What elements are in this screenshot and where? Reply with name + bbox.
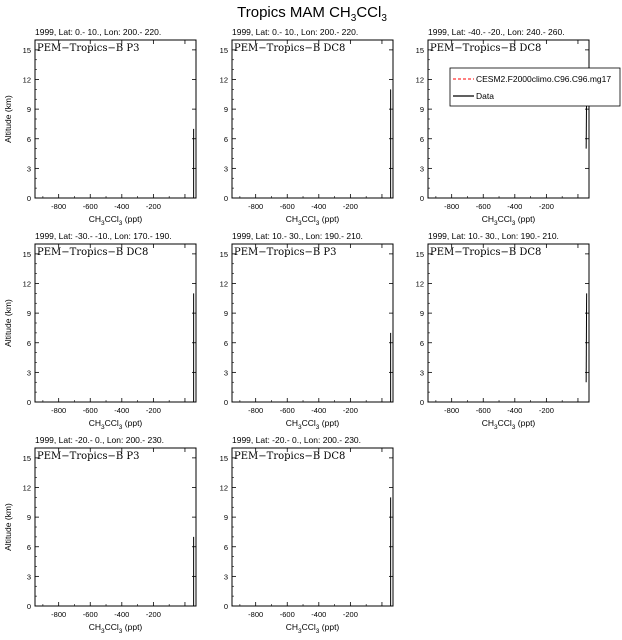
x-tick-label: -600: [475, 202, 491, 211]
y-tick-label: 6: [419, 338, 424, 348]
plot-frame: [428, 40, 589, 198]
x-tick-label: -400: [507, 202, 523, 211]
x-tick-label: -800: [444, 202, 460, 211]
y-tick-label: 0: [419, 194, 424, 203]
x-tick-label: -800: [248, 610, 264, 619]
y-tick-label: 6: [26, 338, 31, 348]
plot-frame: [35, 244, 196, 402]
plot-frame: [232, 40, 393, 198]
x-tick-label: -600: [279, 610, 295, 619]
campaign-label: PEM−Tropics−B P3: [37, 43, 140, 54]
y-tick-label: 15: [219, 45, 228, 55]
y-tick-label: 0: [26, 602, 31, 611]
x-axis-label: $CH_3CCl_3$ (ppt): [88, 418, 143, 431]
panel-5: [220, 231, 393, 431]
panel-subtitle: 1999, Lat: 10.- 30., Lon: 190.- 210.: [428, 231, 559, 241]
x-tick-label: -800: [444, 406, 460, 415]
panel-3: [416, 27, 620, 227]
y-tick-label: 0: [223, 194, 228, 203]
campaign-label: PEM−Tropics−B DC8: [430, 43, 542, 54]
campaign-label: PEM−Tropics−B P3: [234, 247, 337, 258]
x-tick-label: -200: [145, 406, 161, 415]
y-tick-label: 0: [26, 194, 31, 203]
y-tick-label: 15: [219, 453, 228, 463]
figure-title: Tropics MAM $CH_3CCl_3$: [237, 4, 387, 24]
y-axis-label: Altitude (km): [3, 299, 13, 347]
plot-frame: [232, 448, 393, 606]
y-tick-label: 9: [223, 513, 228, 523]
y-axis-label: Altitude (km): [3, 95, 13, 143]
y-tick-label: 12: [219, 75, 228, 85]
y-tick-label: 6: [223, 542, 228, 552]
legend-model-label: CESM2.F2000climo.C96.C96.mg17: [476, 74, 612, 84]
x-axis-label: $CH_3CCl_3$ (ppt): [88, 214, 143, 227]
y-tick-label: 0: [26, 398, 31, 407]
y-tick-label: 9: [223, 105, 228, 115]
legend-data-label: Data: [476, 91, 494, 101]
y-tick-label: 12: [22, 483, 31, 493]
y-tick-label: 3: [223, 368, 228, 378]
x-tick-label: -600: [82, 406, 98, 415]
panel-subtitle: 1999, Lat: 0.- 10., Lon: 200.- 220.: [35, 27, 162, 37]
x-tick-label: -200: [342, 610, 358, 619]
panel-1: [3, 27, 196, 227]
x-tick-label: -200: [538, 202, 554, 211]
x-tick-label: -600: [475, 406, 491, 415]
panel-subtitle: 1999, Lat: 10.- 30., Lon: 190.- 210.: [232, 231, 363, 241]
x-tick-label: -400: [311, 406, 327, 415]
x-tick-label: -200: [538, 406, 554, 415]
x-tick-label: -600: [82, 610, 98, 619]
x-axis-label: $CH_3CCl_3$ (ppt): [285, 622, 340, 635]
x-tick-label: -400: [114, 202, 130, 211]
y-axis-label: Altitude (km): [3, 503, 13, 551]
y-tick-label: 12: [22, 279, 31, 289]
y-tick-label: 3: [26, 572, 31, 582]
y-tick-label: 9: [26, 309, 31, 319]
x-tick-label: -800: [248, 202, 264, 211]
x-axis-label: $CH_3CCl_3$ (ppt): [285, 418, 340, 431]
plot-frame: [35, 40, 196, 198]
y-tick-label: 9: [419, 309, 424, 319]
y-tick-label: 9: [223, 309, 228, 319]
y-tick-label: 0: [419, 398, 424, 407]
x-tick-label: -600: [279, 202, 295, 211]
y-tick-label: 3: [26, 164, 31, 174]
campaign-label: PEM−Tropics−B DC8: [234, 43, 346, 54]
panel-6: [416, 231, 589, 431]
x-tick-label: -400: [507, 406, 523, 415]
panel-subtitle: 1999, Lat: 0.- 10., Lon: 200.- 220.: [232, 27, 359, 37]
x-tick-label: -400: [311, 202, 327, 211]
y-tick-label: 3: [223, 164, 228, 174]
x-tick-label: -400: [114, 610, 130, 619]
y-tick-label: 6: [223, 134, 228, 144]
y-tick-label: 15: [415, 45, 424, 55]
y-tick-label: 12: [22, 75, 31, 85]
x-tick-label: -200: [342, 202, 358, 211]
x-tick-label: -400: [311, 610, 327, 619]
x-tick-label: -200: [145, 610, 161, 619]
y-tick-label: 6: [223, 338, 228, 348]
y-tick-label: 15: [22, 249, 31, 259]
x-axis-label: $CH_3CCl_3$ (ppt): [481, 214, 536, 227]
panel-subtitle: 1999, Lat: -40.- -20., Lon: 240.- 260.: [428, 27, 565, 37]
x-axis-label: $CH_3CCl_3$ (ppt): [285, 214, 340, 227]
panel-2: [220, 27, 393, 227]
y-tick-label: 6: [419, 134, 424, 144]
x-tick-label: -200: [342, 406, 358, 415]
x-tick-label: -400: [114, 406, 130, 415]
x-tick-label: -600: [82, 202, 98, 211]
plot-frame: [35, 448, 196, 606]
campaign-label: PEM−Tropics−B P3: [37, 451, 140, 462]
y-tick-label: 3: [26, 368, 31, 378]
y-tick-label: 6: [26, 542, 31, 552]
y-tick-label: 15: [22, 45, 31, 55]
panel-subtitle: 1999, Lat: -20.- 0., Lon: 200.- 230.: [232, 435, 362, 445]
panels-grid: [3, 27, 620, 635]
x-tick-label: -800: [248, 406, 264, 415]
campaign-label: PEM−Tropics−B DC8: [234, 451, 346, 462]
y-tick-label: 3: [419, 164, 424, 174]
y-tick-label: 15: [22, 453, 31, 463]
y-tick-label: 0: [223, 398, 228, 407]
panel-7: [3, 435, 196, 635]
x-tick-label: -200: [145, 202, 161, 211]
plot-frame: [428, 244, 589, 402]
x-tick-label: -800: [51, 202, 67, 211]
panel-4: [3, 231, 196, 431]
x-tick-label: -800: [51, 406, 67, 415]
y-tick-label: 9: [26, 105, 31, 115]
y-tick-label: 12: [219, 483, 228, 493]
y-tick-label: 3: [223, 572, 228, 582]
y-tick-label: 0: [223, 602, 228, 611]
campaign-label: PEM−Tropics−B DC8: [430, 247, 542, 258]
y-tick-label: 12: [415, 279, 424, 289]
x-tick-label: -800: [51, 610, 67, 619]
y-tick-label: 9: [26, 513, 31, 523]
y-tick-label: 3: [419, 368, 424, 378]
y-tick-label: 15: [219, 249, 228, 259]
panel-subtitle: 1999, Lat: -30.- -10., Lon: 170.- 190.: [35, 231, 172, 241]
x-tick-label: -600: [279, 406, 295, 415]
x-axis-label: $CH_3CCl_3$ (ppt): [481, 418, 536, 431]
y-tick-label: 9: [419, 105, 424, 115]
plot-frame: [232, 244, 393, 402]
x-axis-label: $CH_3CCl_3$ (ppt): [88, 622, 143, 635]
panel-8: [220, 435, 393, 635]
y-tick-label: 15: [415, 249, 424, 259]
y-tick-label: 6: [26, 134, 31, 144]
campaign-label: PEM−Tropics−B DC8: [37, 247, 149, 258]
panel-subtitle: 1999, Lat: -20.- 0., Lon: 200.- 230.: [35, 435, 165, 445]
y-tick-label: 12: [219, 279, 228, 289]
y-tick-label: 12: [415, 75, 424, 85]
